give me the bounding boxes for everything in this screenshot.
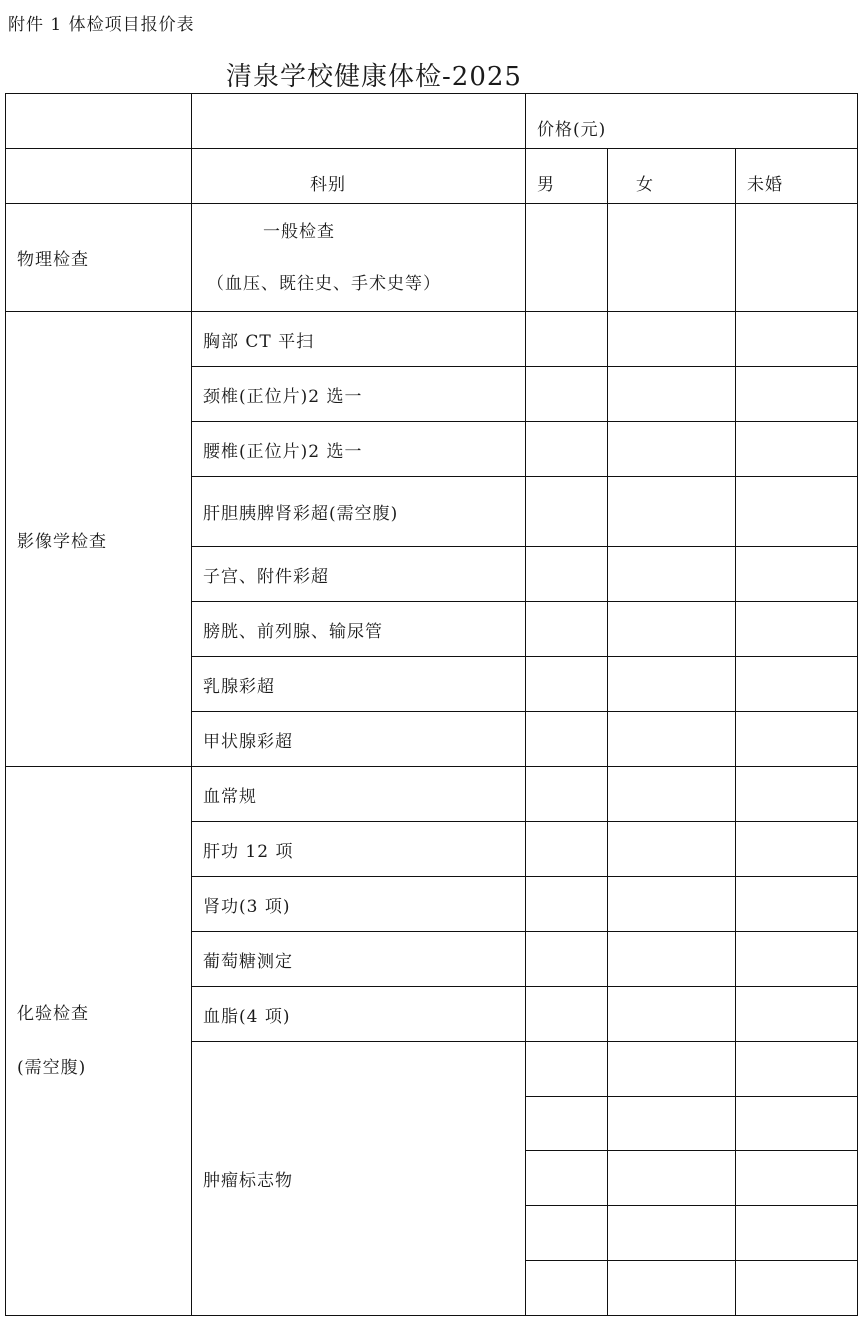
- price-cell[interactable]: [526, 712, 608, 767]
- price-cell[interactable]: [608, 1261, 736, 1316]
- price-cell[interactable]: [736, 1261, 858, 1316]
- header-empty-cell: [6, 94, 192, 149]
- column-female: 女: [608, 149, 736, 204]
- price-cell[interactable]: [608, 712, 736, 767]
- price-cell[interactable]: [608, 312, 736, 367]
- column-unmarried: 未婚: [736, 149, 858, 204]
- price-cell[interactable]: [736, 1042, 858, 1097]
- item-lab-4: 血脂(4 项): [192, 987, 526, 1042]
- price-cell[interactable]: [526, 1261, 608, 1316]
- price-cell[interactable]: [526, 367, 608, 422]
- item-imaging-2: 腰椎(正位片)2 选一: [192, 422, 526, 477]
- price-cell[interactable]: [736, 712, 858, 767]
- price-cell[interactable]: [526, 932, 608, 987]
- item-imaging-7: 甲状腺彩超: [192, 712, 526, 767]
- item-lab-2: 肾功(3 项): [192, 877, 526, 932]
- item-general-line2: （血压、既往史、手术史等）: [207, 273, 441, 294]
- page-title: 清泉学校健康体检-2025: [226, 62, 522, 92]
- price-cell[interactable]: [526, 767, 608, 822]
- price-header: 价格(元): [526, 94, 858, 149]
- price-cell[interactable]: [608, 477, 736, 547]
- price-cell[interactable]: [526, 1097, 608, 1151]
- price-cell[interactable]: [608, 987, 736, 1042]
- price-cell[interactable]: [526, 1042, 608, 1097]
- price-cell[interactable]: [526, 987, 608, 1042]
- price-cell[interactable]: [608, 1151, 736, 1206]
- price-cell[interactable]: [736, 1206, 858, 1261]
- item-imaging-0: 胸部 CT 平扫: [192, 312, 526, 367]
- item-general-line1: 一般检查: [263, 221, 335, 242]
- price-cell[interactable]: [736, 987, 858, 1042]
- header-empty-cell: [6, 149, 192, 204]
- category-imaging: 影像学检查: [6, 312, 192, 767]
- price-quote-table: [5, 93, 858, 1316]
- price-cell[interactable]: [608, 932, 736, 987]
- price-cell[interactable]: [736, 877, 858, 932]
- subject-header: 科别: [192, 149, 526, 204]
- price-cell[interactable]: [526, 422, 608, 477]
- item-imaging-4: 子宫、附件彩超: [192, 547, 526, 602]
- price-cell[interactable]: [736, 767, 858, 822]
- price-cell[interactable]: [526, 602, 608, 657]
- item-tumor-markers: 肿瘤标志物: [192, 1042, 526, 1316]
- attachment-label: 附件 1 体检项目报价表: [8, 15, 195, 35]
- price-cell[interactable]: [608, 204, 736, 312]
- price-cell[interactable]: [526, 877, 608, 932]
- price-cell[interactable]: [608, 822, 736, 877]
- price-cell[interactable]: [736, 422, 858, 477]
- price-cell[interactable]: [526, 312, 608, 367]
- price-cell[interactable]: [608, 547, 736, 602]
- item-imaging-6: 乳腺彩超: [192, 657, 526, 712]
- category-lab-line1: 化验检查: [17, 1004, 89, 1024]
- price-cell[interactable]: [608, 602, 736, 657]
- price-cell[interactable]: [526, 547, 608, 602]
- item-general-exam: [192, 204, 526, 312]
- column-male: 男: [526, 149, 608, 204]
- price-cell[interactable]: [608, 1206, 736, 1261]
- price-cell[interactable]: [736, 477, 858, 547]
- price-cell[interactable]: [736, 602, 858, 657]
- item-imaging-5: 膀胱、前列腺、输尿管: [192, 602, 526, 657]
- item-imaging-1: 颈椎(正位片)2 选一: [192, 367, 526, 422]
- price-cell[interactable]: [736, 547, 858, 602]
- price-cell[interactable]: [608, 1042, 736, 1097]
- item-lab-1: 肝功 12 项: [192, 822, 526, 877]
- price-cell[interactable]: [736, 312, 858, 367]
- price-cell[interactable]: [736, 657, 858, 712]
- price-cell[interactable]: [526, 1206, 608, 1261]
- price-cell[interactable]: [736, 1097, 858, 1151]
- price-cell[interactable]: [526, 657, 608, 712]
- price-cell[interactable]: [736, 204, 858, 312]
- price-cell[interactable]: [736, 932, 858, 987]
- price-cell[interactable]: [608, 767, 736, 822]
- price-cell[interactable]: [736, 367, 858, 422]
- price-cell[interactable]: [608, 877, 736, 932]
- price-cell[interactable]: [608, 367, 736, 422]
- price-cell[interactable]: [608, 657, 736, 712]
- price-cell[interactable]: [736, 1151, 858, 1206]
- category-lab: [6, 767, 192, 1316]
- price-cell[interactable]: [526, 822, 608, 877]
- item-lab-0: 血常规: [192, 767, 526, 822]
- price-cell[interactable]: [608, 1097, 736, 1151]
- category-lab-line2: (需空腹): [17, 1058, 87, 1078]
- price-cell[interactable]: [526, 477, 608, 547]
- header-empty-cell: [192, 94, 526, 149]
- item-imaging-3: 肝胆胰脾肾彩超(需空腹): [192, 477, 526, 547]
- price-cell[interactable]: [526, 1151, 608, 1206]
- item-lab-3: 葡萄糖测定: [192, 932, 526, 987]
- category-physical: 物理检查: [6, 204, 192, 312]
- price-cell[interactable]: [526, 204, 608, 312]
- price-cell[interactable]: [736, 822, 858, 877]
- price-cell[interactable]: [608, 422, 736, 477]
